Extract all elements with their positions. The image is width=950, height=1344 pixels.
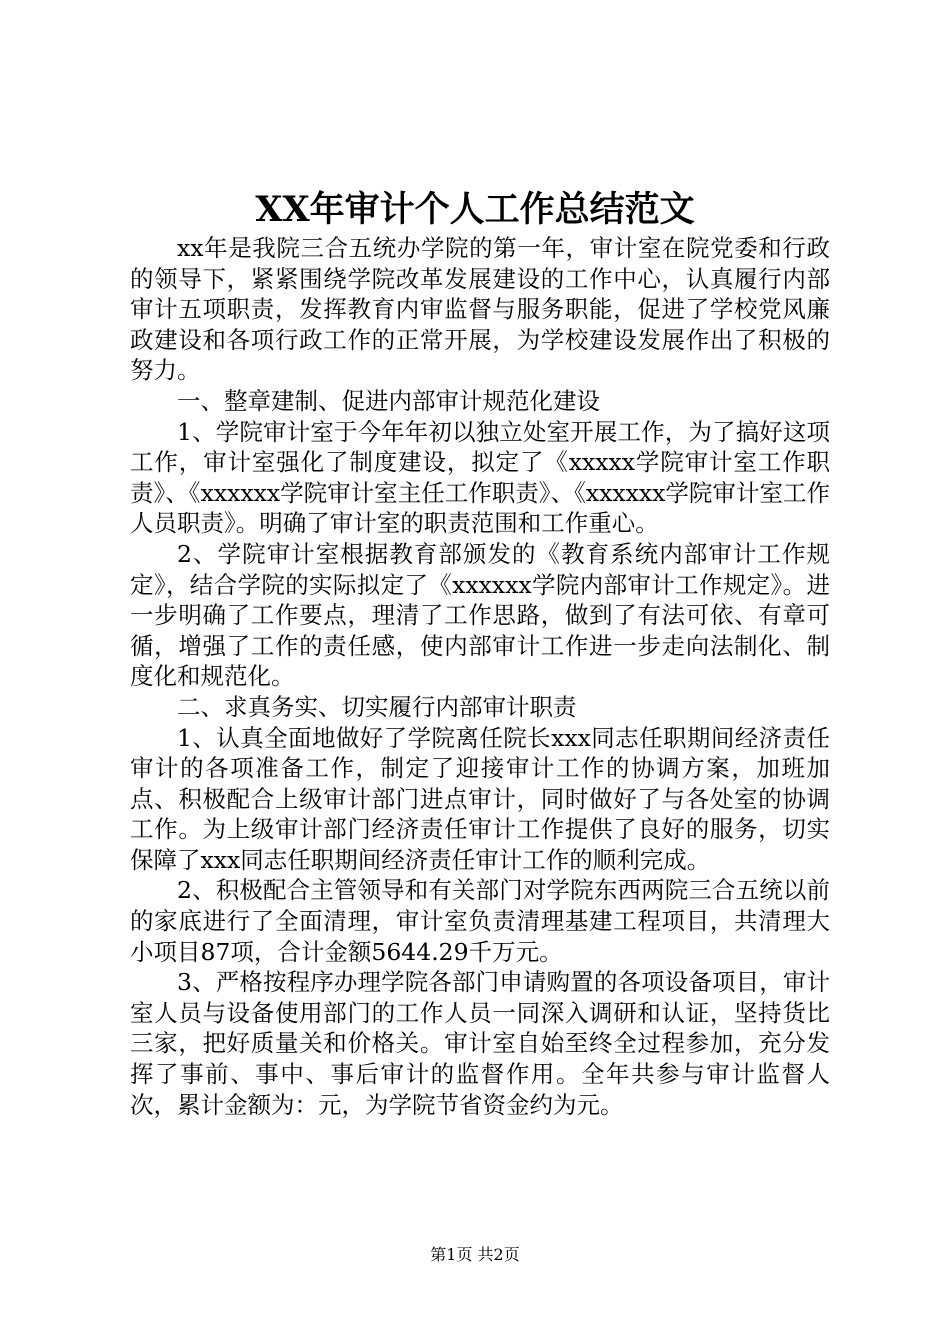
paragraph-1-1: 1、学院审计室于今年年初以独立处室开展工作，为了搞好这项工作，审计室强化了制度建设，拟定了《xxxxx学院审计室工作职责》、《xxxxxx学院审计室主任工作职责》、《xxxxxx学院审计室工作人员职责》。明确了审计室的职责范围和工作重心。: [130, 417, 830, 538]
paragraph-2-1: 1、认真全面地做好了学院离任院长xxx同志任职期间经济责任审计的各项准备工作，制定了迎接审计工作的协调方案，加班加点、积极配合上级审计部门进点审计，同时做好了与各处室的协调工作。为上级审计部门经济责任审计工作提供了良好的服务，切实保障了xxx同志任职期间经济责任审计工作的顺利完成。: [130, 723, 830, 874]
document-title: XX年审计个人工作总结范文: [255, 189, 695, 230]
document-body: [130, 233, 830, 1120]
paragraph-1-2: 2、学院审计室根据教育部颁发的《教育系统内部审计工作规定》，结合学院的实际拟定了《xxxxxx学院内部审计工作规定》。进一步明确了工作要点，理清了工作思路，做到了有法可依、有章可循，增强了工作的责任感，使内部审计工作进一步走向法制化、制度化和规范化。: [130, 539, 830, 691]
paragraph-2-2: 2、积极配合主管领导和有关部门对学院东西两院三合五统以前的家底进行了全面清理，审计室负责清理基建工程项目，共清理大小项目87项，合计金额5644.29千万元。: [130, 876, 830, 966]
section-heading-1: 一、整章建制、促进内部审计规范化建设: [177, 386, 600, 415]
paragraph-2-3: 3、严格按程序办理学院各部门申请购置的各项设备项目，审计室人员与设备使用部门的工作人员一同深入调研和认证，坚持货比三家，把好质量关和价格关。审计室自始至终全过程参加，充分发挥了事前、事中、事后审计的监督作用。全年共参与审计监督人次，累计金额为：元，为学院节省资金约为元。: [130, 968, 830, 1119]
page-footer: 第1页 共2页: [430, 1245, 520, 1264]
section-heading-2: 二、求真务实、切实履行内部审计职责: [177, 692, 577, 721]
paragraph-intro: xx年是我院三合五统办学院的第一年，审计室在院党委和行政的领导下，紧紧围绕学院改革发展建设的工作中心，认真履行内部审计五项职责，发挥教育内审监督与服务职能，促进了学校党风廉政建设和各项行政工作的正常开展，为学校建设发展作出了积极的努力。: [130, 234, 830, 385]
